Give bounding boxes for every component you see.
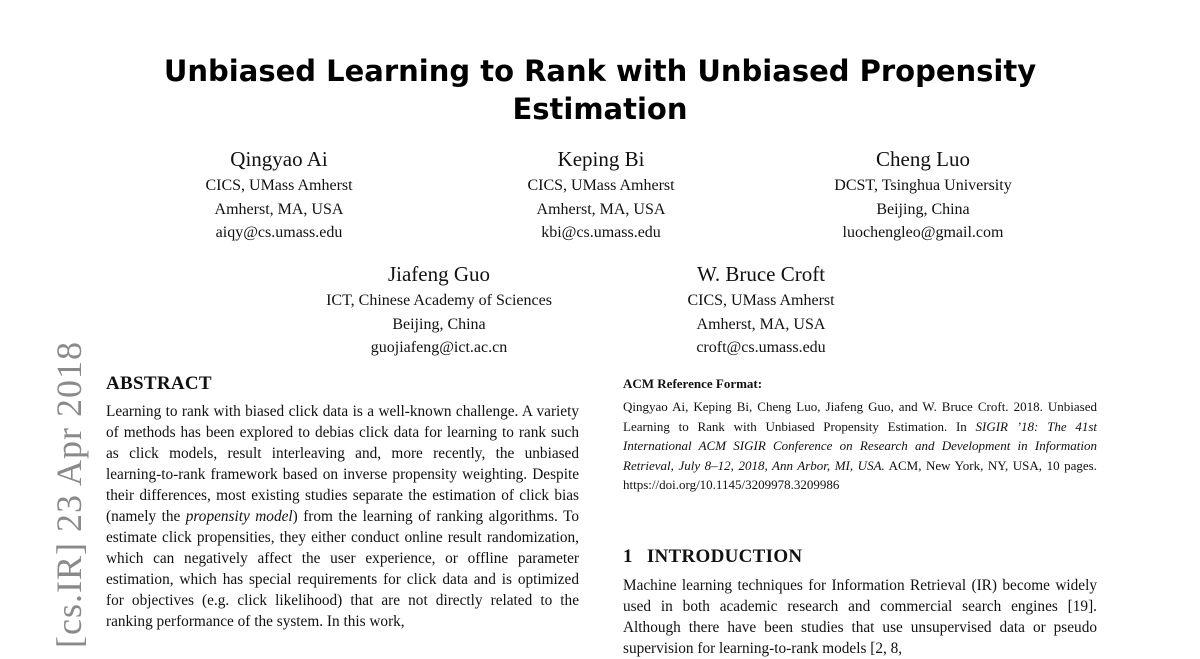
acm-reference-heading: ACM Reference Format: (623, 376, 763, 391)
author-email: croft@cs.umass.edu (696, 339, 826, 356)
author-block (641, 261, 881, 360)
abstract-text-part: Learning to rank with biased click data is a well-known challenge. A variety of methods has been explored to debias click data for learning to rank such as click models, result interleaving and, more recently, the unbiased learning-to-rank framework based on inverse propensity weighting. Despite their differences, most existing studies separate the estimation of click bias (namely the (106, 403, 579, 525)
acm-reference-part: Qingyao Ai, Keping Bi, Cheng Luo, Jiafeng Guo, and W. Bruce Croft. 2018. Unbiased Learning to Rank with Unbiased Propensity Estimation. In (623, 399, 1097, 434)
author-name: Keping Bi (557, 147, 645, 171)
paper-title: Unbiased Learning to Rank with Unbiased Propensity Estimation (163, 54, 1037, 126)
author-affiliation: ICT, Chinese Academy of Sciences (326, 292, 552, 309)
section-number: 1 (623, 546, 633, 567)
abstract-text-part: ) from the learning of ranking algorithms. To estimate click propensities, they either conduct online result randomization, which can negatively affect the user experience, or offline parameter estimation, which has special requirements for click data and is optimized for objectives (e.g. click likelihood) that are not directly related to the ranking performance of the system. In this work, (106, 508, 579, 630)
author-location: Beijing, China (392, 315, 486, 333)
author-name: Qingyao Ai (230, 147, 328, 171)
author-name: W. Bruce Croft (696, 262, 826, 286)
acm-reference-text (623, 397, 1097, 495)
author-name: Cheng Luo (876, 147, 970, 171)
author-affiliation: CICS, UMass Amherst (687, 292, 835, 309)
author-block (159, 146, 399, 245)
acm-reference-venue: SIGIR ’18: The 41st International ACM SIGIR Conference on Research and Development in Information Retrieval, July 8–12, 2018, Ann Arbor, MI, USA. (623, 418, 1097, 473)
section-title: INTRODUCTION (646, 546, 803, 567)
author-email: aiqy@cs.umass.edu (215, 224, 343, 241)
author-affiliation: DCST, Tsinghua University (834, 177, 1012, 194)
introduction-heading (623, 546, 802, 568)
author-location: Amherst, MA, USA (696, 315, 826, 333)
author-affiliation: CICS, UMass Amherst (205, 177, 353, 194)
author-email: kbi@cs.umass.edu (541, 224, 661, 241)
author-email: guojiafeng@ict.ac.cn (370, 339, 508, 356)
acm-reference-part: ACM, New York, NY, USA, 10 pages. https://doi.org/10.1145/3209978.3209986 (623, 457, 1097, 492)
author-block (793, 146, 1053, 245)
introduction-text: Machine learning techniques for Information Retrieval (IR) become widely used in both academic research and commercial search engines [19]. Although there have been studies that use unsupervised data or pseudo supervision for learning-to-rank models [2, 8, (623, 577, 1097, 657)
propensity-model-term: propensity model (185, 508, 293, 525)
author-email: luochengleo@gmail.com (842, 224, 1004, 241)
author-location: Beijing, China (876, 200, 970, 218)
author-name: Jiafeng Guo (387, 262, 491, 286)
author-block (481, 146, 721, 245)
author-location: Amherst, MA, USA (214, 200, 344, 218)
abstract-text (106, 401, 579, 632)
author-location: Amherst, MA, USA (536, 200, 666, 218)
abstract-heading: ABSTRACT (106, 373, 212, 394)
author-affiliation: CICS, UMass Amherst (527, 177, 675, 194)
arxiv-watermark: [cs.IR] 23 Apr 2018 (49, 341, 89, 648)
author-block (289, 261, 589, 360)
